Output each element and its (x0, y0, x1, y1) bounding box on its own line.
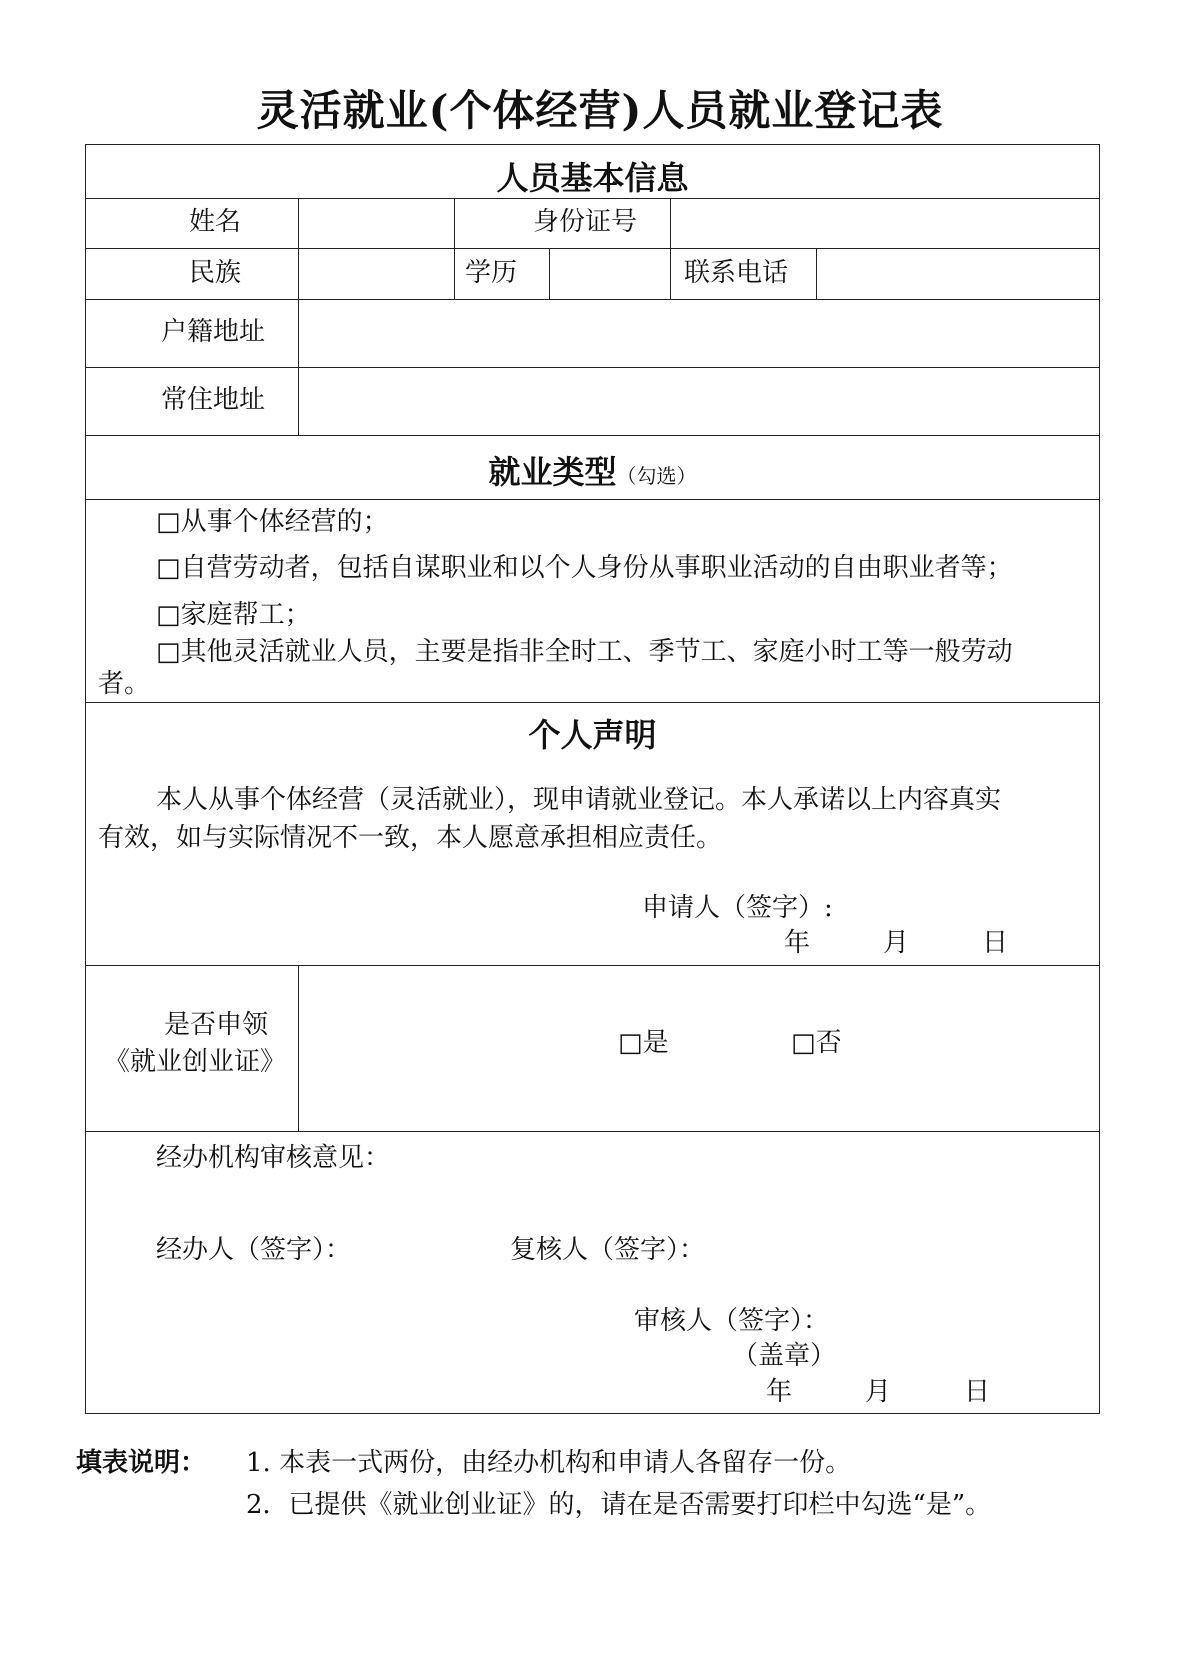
registration-form (85, 144, 1100, 1414)
rechecker-signature-label: 复核人（签字）： (510, 1235, 706, 1265)
divider (298, 198, 299, 435)
declaration-line-2: 有效，如与实际情况不一致，本人愿意承担相应责任。 (98, 823, 723, 853)
certificate-yes-checkbox[interactable]: □是 (618, 1028, 669, 1058)
review-date-day: 日 (964, 1377, 991, 1407)
ethnicity-label: 民族 (189, 258, 242, 288)
date-month: 月 (883, 928, 910, 958)
option-self-employed: □从事个体经营的； (156, 507, 389, 537)
divider (86, 299, 1099, 300)
divider (86, 702, 1099, 703)
applicant-signature-label: 申请人（签字）: (642, 893, 833, 923)
hukou-address-label: 户籍地址 (161, 317, 266, 347)
basic-info-header: 人员基本信息 (496, 159, 689, 197)
option-family-helper: □家庭帮工； (156, 600, 311, 630)
divider (86, 248, 1099, 249)
divider (816, 248, 817, 299)
divider (86, 435, 1099, 436)
divider (549, 248, 550, 299)
review-opinion-label: 经办机构审核意见： (156, 1143, 391, 1173)
option-other-flexible-cont: 者。 (98, 669, 151, 699)
auditor-signature-label: 审核人（签字）： (634, 1306, 830, 1336)
divider (298, 965, 299, 1131)
divider (86, 965, 1099, 966)
declaration-header: 个人声明 (528, 716, 657, 754)
name-label: 姓名 (189, 207, 242, 237)
review-date-year: 年 (766, 1377, 793, 1407)
divider (86, 499, 1099, 500)
handler-signature-label: 经办人（签字）： (156, 1235, 352, 1265)
divider (670, 198, 671, 299)
education-label: 学历 (465, 258, 518, 288)
note-item-2: 2．已提供《就业创业证》的，请在是否需要打印栏中勾选“是”。 (246, 1490, 992, 1520)
certificate-question-line-2: 《就业创业证》 (104, 1047, 287, 1077)
certificate-question-line-1: 是否申领 (164, 1010, 269, 1040)
option-freelancer: □自营劳动者，包括自谋职业和以个人身份从事职业活动的自由职业者等； (156, 553, 1013, 583)
phone-label: 联系电话 (684, 258, 789, 288)
certificate-no-checkbox[interactable]: □否 (791, 1028, 842, 1058)
date-year: 年 (784, 928, 811, 958)
residence-address-label: 常住地址 (161, 385, 266, 415)
divider (86, 367, 1099, 368)
divider (454, 198, 455, 299)
form-title: 灵活就业(个体经营)人员就业登记表 (256, 86, 944, 135)
review-date-month: 月 (865, 1377, 892, 1407)
id-number-label: 身份证号 (533, 207, 638, 237)
employment-type-header (86, 447, 1099, 493)
divider (86, 1131, 1099, 1132)
declaration-line-1: 本人从事个体经营（灵活就业），现申请就业登记。本人承诺以上内容真实 (156, 785, 1002, 815)
option-other-flexible: □其他灵活就业人员，主要是指非全时工、季节工、家庭小时工等一般劳动 (156, 637, 1013, 667)
seal-label: （盖章） (732, 1341, 837, 1371)
notes-label: 填表说明： (76, 1448, 207, 1478)
employment-type-title: 就业类型 (488, 453, 617, 491)
date-day: 日 (982, 928, 1009, 958)
note-item-1: 1. 本表一式两份，由经办机构和申请人各留存一份。 (246, 1448, 852, 1478)
employment-type-note: （勾选） (616, 464, 697, 488)
